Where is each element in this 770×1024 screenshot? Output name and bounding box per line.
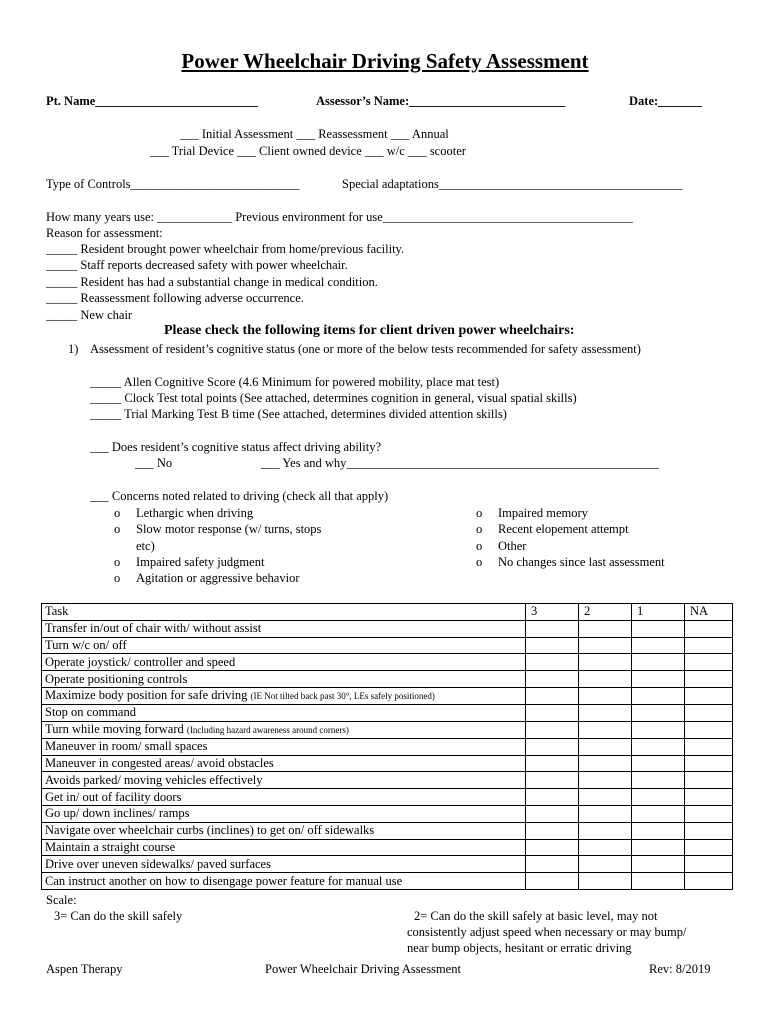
score-na-cell[interactable]: [685, 839, 733, 856]
task-cell: [42, 687, 526, 704]
task-cell: [42, 822, 526, 839]
task-cell: [42, 704, 526, 721]
score-3-cell[interactable]: [526, 654, 579, 671]
task-label: Get in/ out of facility doors: [45, 789, 182, 804]
task-cell: [42, 839, 526, 856]
score-1-cell[interactable]: [632, 620, 685, 637]
score-2-cell[interactable]: [579, 620, 632, 637]
table-row: [42, 772, 733, 789]
task-cell: [42, 620, 526, 637]
table-row: [42, 738, 733, 755]
score-2-cell[interactable]: [579, 856, 632, 873]
score-1-cell[interactable]: [632, 654, 685, 671]
task-cell: [42, 805, 526, 822]
task-label: Stop on command: [45, 705, 136, 720]
special-adaptations-field[interactable]: Special adaptations_______________________________________: [342, 177, 683, 191]
task-cell: [42, 772, 526, 789]
score-1-cell[interactable]: [632, 687, 685, 704]
task-label: Go up/ down inclines/ ramps: [45, 806, 190, 821]
score-2-cell[interactable]: [579, 687, 632, 704]
score-3-cell[interactable]: [526, 873, 579, 890]
table-row: [42, 755, 733, 772]
task-label: Transfer in/out of chair with/ without assist: [45, 621, 262, 636]
table-row: [42, 822, 733, 839]
score-na-cell[interactable]: [685, 873, 733, 890]
task-label: Turn w/c on/ off: [45, 637, 127, 652]
task-label: Maximize body position for safe driving: [45, 687, 248, 702]
table-row: [42, 637, 733, 654]
task-label: Turn while moving forward: [45, 721, 184, 736]
score-1-cell[interactable]: [632, 789, 685, 806]
score-na-cell[interactable]: [685, 822, 733, 839]
assessment-type-line-2[interactable]: ___ Trial Device ___ Client owned device ___ w/c ___ scooter: [150, 144, 466, 158]
column-header-na: NA: [685, 604, 733, 621]
task-label: Navigate over wheelchair curbs (inclines) to get on/ off sidewalks: [45, 823, 375, 838]
assessment-type-line-1[interactable]: ___ Initial Assessment ___ Reassessment ___ Annual: [180, 127, 449, 141]
table-row: [42, 721, 733, 738]
column-header-1: 1: [632, 604, 685, 621]
score-2-cell[interactable]: [579, 738, 632, 755]
table-row: [42, 805, 733, 822]
reason-label: Reason for assessment:: [46, 226, 163, 240]
table-row: [42, 856, 733, 873]
date-field[interactable]: Date:_______: [629, 94, 702, 108]
score-3-cell[interactable]: [526, 721, 579, 738]
concerns-heading[interactable]: ___ Concerns noted related to driving (check all that apply): [90, 489, 389, 503]
concern-other[interactable]: o Other: [476, 539, 527, 553]
assessor-name-field[interactable]: Assessor’s Name:_________________________: [316, 94, 566, 108]
task-note: (IE Not tilted back past 30°, LEs safely positioned): [250, 690, 435, 701]
task-cell: [42, 789, 526, 806]
table-row: [42, 654, 733, 671]
score-1-cell[interactable]: [632, 738, 685, 755]
test-allen[interactable]: _____ Allen Cognitive Score (4.6 Minimum for powered mobility, place mat test): [90, 375, 500, 389]
score-1-cell[interactable]: [632, 822, 685, 839]
footer-revision: Rev: 8/2019: [649, 962, 711, 976]
score-2-cell[interactable]: [579, 839, 632, 856]
score-na-cell[interactable]: [685, 755, 733, 772]
score-2-cell[interactable]: [579, 873, 632, 890]
scale-2-description-line-3: near bump objects, hesitant or erratic driving: [407, 941, 632, 955]
table-row: [42, 789, 733, 806]
score-3-cell[interactable]: [526, 620, 579, 637]
concern-elopement[interactable]: o Recent elopement attempt: [476, 522, 629, 536]
score-na-cell[interactable]: [685, 620, 733, 637]
years-use-field[interactable]: How many years use: ____________ Previous environment for use________________________________________: [46, 210, 633, 224]
score-na-cell[interactable]: [685, 772, 733, 789]
score-3-cell[interactable]: [526, 687, 579, 704]
task-note: (Including hazard awareness around corners): [186, 724, 349, 735]
cognitive-affect-question[interactable]: ___ Does resident’s cognitive status affect driving ability?: [90, 440, 382, 454]
table-row: [42, 839, 733, 856]
task-label: Operate positioning controls: [45, 671, 188, 686]
score-3-cell[interactable]: [526, 755, 579, 772]
score-3-cell[interactable]: [526, 637, 579, 654]
task-cell: [42, 654, 526, 671]
item-number: 1): [68, 342, 79, 356]
score-1-cell[interactable]: [632, 856, 685, 873]
score-na-cell[interactable]: [685, 704, 733, 721]
task-label: Maintain a straight course: [45, 839, 176, 854]
task-label: Avoids parked/ moving vehicles effectively: [45, 772, 263, 787]
task-cell: [42, 671, 526, 688]
score-2-cell[interactable]: [579, 704, 632, 721]
column-header-3: 3: [526, 604, 579, 621]
score-2-cell[interactable]: [579, 637, 632, 654]
column-header-task: Task: [42, 604, 526, 621]
task-cell: [42, 856, 526, 873]
score-na-cell[interactable]: [685, 721, 733, 738]
task-cell: [42, 637, 526, 654]
score-3-cell[interactable]: [526, 805, 579, 822]
concern-slow-motor[interactable]: o Slow motor response (w/ turns, stops: [114, 522, 322, 536]
score-na-cell[interactable]: [685, 789, 733, 806]
concern-no-changes[interactable]: o No changes since last assessment: [476, 555, 665, 569]
task-label: Operate joystick/ controller and speed: [45, 654, 236, 669]
type-of-controls-field[interactable]: Type of Controls___________________________: [46, 177, 300, 191]
test-trail-b[interactable]: _____ Trial Marking Test B time (See attached, determines divided attention skills): [90, 407, 507, 421]
score-2-cell[interactable]: [579, 721, 632, 738]
score-2-cell[interactable]: [579, 822, 632, 839]
reason-item[interactable]: _____ Staff reports decreased safety with power wheelchair.: [46, 258, 348, 272]
score-1-cell[interactable]: [632, 839, 685, 856]
cognitive-yes-option[interactable]: ___ Yes and why__________________________________________________: [261, 456, 659, 470]
score-3-cell[interactable]: [526, 772, 579, 789]
task-cell: [42, 721, 526, 738]
score-1-cell[interactable]: [632, 637, 685, 654]
score-2-cell[interactable]: [579, 805, 632, 822]
cognitive-no-option[interactable]: ___ No: [135, 456, 173, 470]
table-row: [42, 620, 733, 637]
scale-label: Scale:: [46, 893, 77, 907]
score-na-cell[interactable]: [685, 671, 733, 688]
score-3-cell[interactable]: [526, 671, 579, 688]
score-2-cell[interactable]: [579, 789, 632, 806]
score-1-cell[interactable]: [632, 805, 685, 822]
score-3-cell[interactable]: [526, 704, 579, 721]
score-2-cell[interactable]: [579, 772, 632, 789]
score-3-cell[interactable]: [526, 822, 579, 839]
task-label: Can instruct another on how to disengage power feature for manual use: [45, 873, 403, 888]
concern-safety-judgment[interactable]: o Impaired safety judgment: [114, 555, 265, 569]
table-header-row: [42, 604, 733, 621]
concern-agitation[interactable]: o Agitation or aggressive behavior: [114, 571, 300, 585]
score-na-cell[interactable]: [685, 687, 733, 704]
score-3-cell[interactable]: [526, 789, 579, 806]
task-cell: [42, 738, 526, 755]
reason-item[interactable]: _____ New chair: [46, 308, 133, 322]
concern-impaired-memory[interactable]: o Impaired memory: [476, 506, 588, 520]
score-na-cell[interactable]: [685, 805, 733, 822]
score-2-cell[interactable]: [579, 654, 632, 671]
score-na-cell[interactable]: [685, 637, 733, 654]
table-row: [42, 704, 733, 721]
score-3-cell[interactable]: [526, 738, 579, 755]
page-title: Power Wheelchair Driving Safety Assessment: [181, 49, 589, 73]
cognitive-status-instruction: Assessment of resident’s cognitive status (one or more of the below tests recommended for safety assessment): [90, 342, 641, 356]
task-cell: [42, 873, 526, 890]
score-na-cell[interactable]: [685, 654, 733, 671]
scale-3-description: 3= Can do the skill safely: [54, 909, 183, 923]
reason-item[interactable]: _____ Resident has had a substantial change in medical condition.: [46, 275, 378, 289]
task-label: Drive over uneven sidewalks/ paved surfaces: [45, 856, 271, 871]
score-2-cell[interactable]: [579, 755, 632, 772]
scale-2-description-line-2: consistently adjust speed when necessary or may bump/: [407, 925, 687, 939]
checklist-heading: Please check the following items for client driven power wheelchairs:: [164, 323, 575, 338]
footer-organization: Aspen Therapy: [46, 962, 123, 976]
score-1-cell[interactable]: [632, 755, 685, 772]
skills-table: [41, 603, 733, 890]
score-na-cell[interactable]: [685, 856, 733, 873]
score-3-cell[interactable]: [526, 839, 579, 856]
score-3-cell[interactable]: [526, 856, 579, 873]
reason-item[interactable]: _____ Reassessment following adverse occurrence.: [46, 291, 304, 305]
task-label: Maneuver in room/ small spaces: [45, 739, 208, 754]
patient-name-field[interactable]: Pt. Name__________________________: [46, 94, 258, 108]
test-clock[interactable]: _____ Clock Test total points (See attached, determines cognition in general, visual spatial skills): [90, 391, 577, 405]
score-1-cell[interactable]: [632, 873, 685, 890]
scale-2-description-line-1: 2= Can do the skill safely at basic level, may not: [414, 909, 658, 923]
table-row: [42, 687, 733, 704]
column-header-2: 2: [579, 604, 632, 621]
task-label: Maneuver in congested areas/ avoid obstacles: [45, 755, 274, 770]
score-1-cell[interactable]: [632, 671, 685, 688]
score-na-cell[interactable]: [685, 738, 733, 755]
task-cell: [42, 755, 526, 772]
reason-item[interactable]: _____ Resident brought power wheelchair from home/previous facility.: [46, 242, 405, 256]
score-1-cell[interactable]: [632, 704, 685, 721]
table-row: [42, 873, 733, 890]
concern-lethargic[interactable]: o Lethargic when driving: [114, 506, 254, 520]
score-1-cell[interactable]: [632, 721, 685, 738]
score-1-cell[interactable]: [632, 772, 685, 789]
score-2-cell[interactable]: [579, 671, 632, 688]
table-row: [42, 671, 733, 688]
footer-document-title: Power Wheelchair Driving Assessment: [265, 962, 461, 976]
concern-slow-motor-cont: etc): [136, 539, 155, 553]
